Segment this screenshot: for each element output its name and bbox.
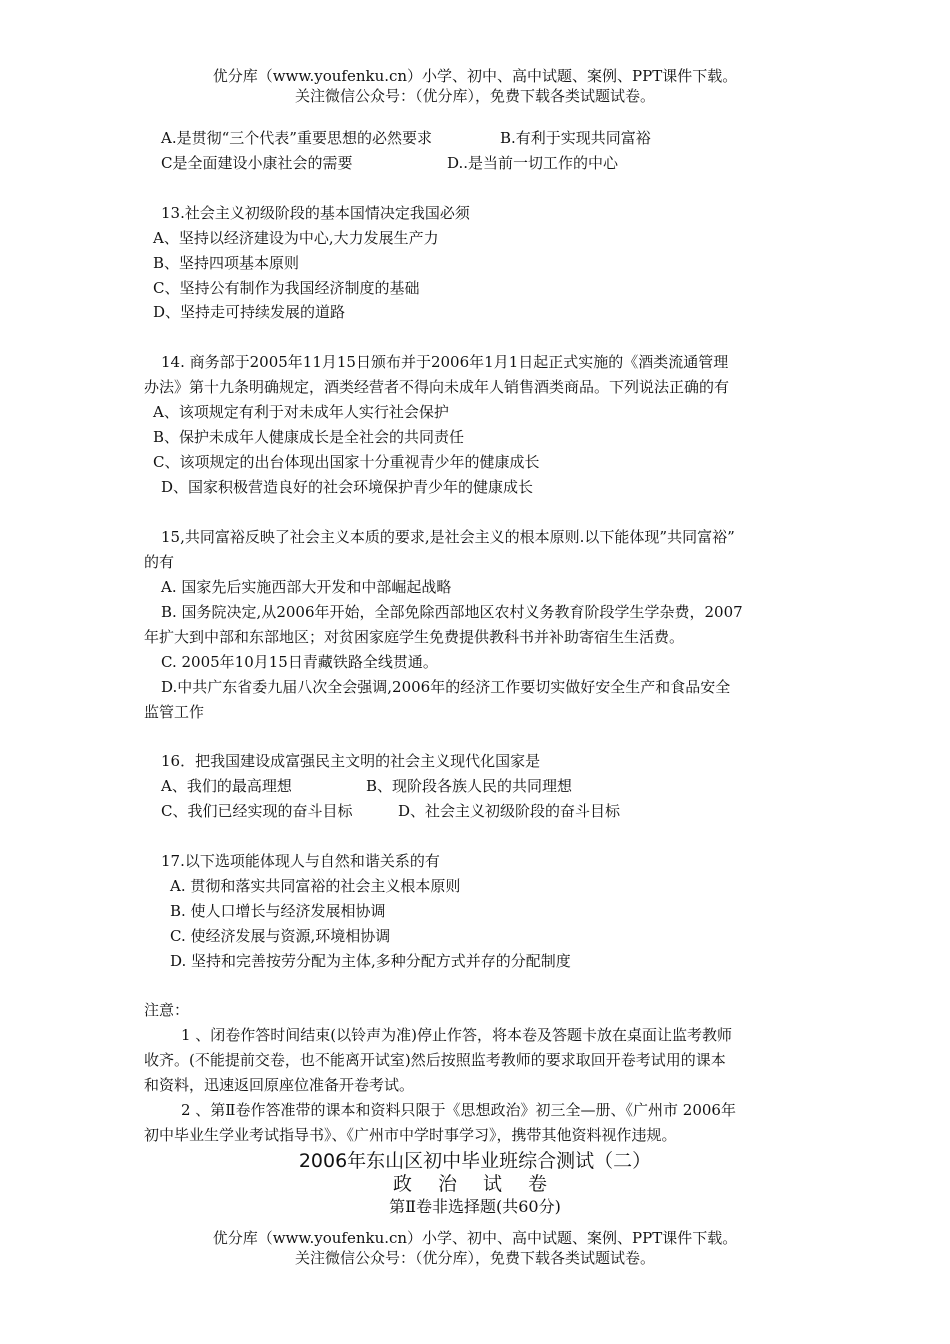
exam-part-heading: 第Ⅱ卷非选择题(共60分) [389, 1197, 561, 1216]
q16-option-b: B、现阶段各族人民的共同理想 [366, 777, 573, 795]
q17-option-a: A. 贯彻和落实共同富裕的社会主义根本原则 [170, 877, 461, 895]
q16-stem: 16．把我国建设成富强民主文明的社会主义现代化国家是 [161, 752, 541, 770]
q16-option-a: A、我们的最高理想 [161, 777, 292, 795]
q15-stem-line-2: 的有 [144, 553, 175, 571]
notice-item-1-line-2: 收齐。(不能提前交卷，也不能离开试室)然后按照监考教师的要求取回开卷考试用的课本 [144, 1051, 726, 1069]
q13-option-b: B、坚持四项基本原则 [153, 254, 300, 272]
q12-option-a: A.是贯彻“三个代表”重要思想的必然要求 [161, 129, 432, 147]
footer-line-2: 关注微信公众号：（优分库），免费下载各类试题试卷。 [294, 1249, 655, 1267]
q14-option-b: B、保护未成年人健康成长是全社会的共同责任 [153, 428, 465, 446]
q16-option-d: D、社会主义初级阶段的奋斗目标 [398, 802, 621, 820]
q16-option-c: C、我们已经实现的奋斗目标 [161, 802, 353, 820]
q17-option-b: B. 使人口增长与经济发展相协调 [170, 902, 386, 920]
header-line-1: 优分库（www.youfenku.cn）小学、初中、高中试题、案例、PPT课件下载。 [212, 67, 738, 85]
q13-option-a: A、坚持以经济建设为中心,大力发展生产力 [153, 229, 439, 247]
q17-option-c: C. 使经济发展与资源,环境相协调 [170, 927, 391, 945]
q14-stem-line-1: 14. 商务部于2005年11月15日颁布并于2006年1月1日起正式实施的《酒类流通管理 [161, 353, 729, 371]
footer-line-1: 优分库（www.youfenku.cn）小学、初中、高中试题、案例、PPT课件下载。 [212, 1229, 738, 1247]
q17-stem: 17.以下选项能体现人与自然和谐关系的有 [161, 852, 440, 870]
q15-option-c: C. 2005年10月15日青藏铁路全线贯通。 [161, 653, 438, 671]
q15-stem-line-1: 15,共同富裕反映了社会主义本质的要求,是社会主义的根本原则.以下能体现”共同富裕” [161, 528, 735, 546]
q17-option-d: D. 坚持和完善按劳分配为主体,多种分配方式并存的分配制度 [170, 952, 571, 970]
q14-option-c: C、该项规定的出台体现出国家十分重视青少年的健康成长 [153, 453, 540, 471]
q13-option-c: C、坚持公有制作为我国经济制度的基础 [153, 279, 420, 297]
q14-option-a: A、该项规定有利于对未成年人实行社会保护 [153, 403, 449, 421]
q13-option-d: D、坚持走可持续发展的道路 [153, 303, 346, 321]
notice-label: 注意： [144, 1001, 190, 1019]
q15-option-d-line-1: D.中共广东省委九届八次全会强调,2006年的经济工作要切实做好安全生产和食品安全 [161, 678, 731, 696]
q15-option-d-line-2: 监管工作 [144, 703, 205, 721]
exam-subject: 政 治 试 卷 [392, 1173, 558, 1195]
q12-option-d: D..是当前一切工作的中心 [447, 154, 619, 172]
notice-item-1-line-1: 1 、闭卷作答时间结束(以铃声为准)停止作答，将本卷及答题卡放在桌面让监考教师 [181, 1026, 733, 1044]
exam-title: 2006年东山区初中毕业班综合测试（二） [298, 1150, 652, 1172]
q15-option-a: A. 国家先后实施西部大开发和中部崛起战略 [161, 578, 452, 596]
q14-stem-line-2: 办法》第十九条明确规定，酒类经营者不得向未成年人销售酒类商品。下列说法正确的有 [144, 378, 730, 396]
q15-option-b-line-1: B. 国务院决定,从2006年开始，全部免除西部地区农村义务教育阶段学生学杂费，2007 [161, 603, 743, 621]
notice-item-2-line-2: 初中毕业生学业考试指导书》、《广州市中学时事学习》，携带其他资料视作违规。 [144, 1126, 677, 1144]
q15-option-b-line-2: 年扩大到中部和东部地区；对贫困家庭学生免费提供教科书并补助寄宿生生活费。 [144, 628, 685, 646]
notice-item-2-line-1: 2 、第Ⅱ卷作答准带的课本和资料只限于《思想政治》初三全—册、《广州市 2006年 [181, 1101, 736, 1119]
header-line-2: 关注微信公众号：（优分库），免费下载各类试题试卷。 [294, 87, 655, 105]
q12-option-b: B.有利于实现共同富裕 [500, 129, 651, 147]
q12-option-c: C是全面建设小康社会的需要 [161, 154, 353, 172]
notice-item-1-line-3: 和资料，迅速返回原座位准备开卷考试。 [144, 1076, 415, 1094]
q14-option-d: D、国家积极营造良好的社会环境保护青少年的健康成长 [161, 478, 534, 496]
q13-stem: 13.社会主义初级阶段的基本国情决定我国必须 [161, 204, 470, 222]
